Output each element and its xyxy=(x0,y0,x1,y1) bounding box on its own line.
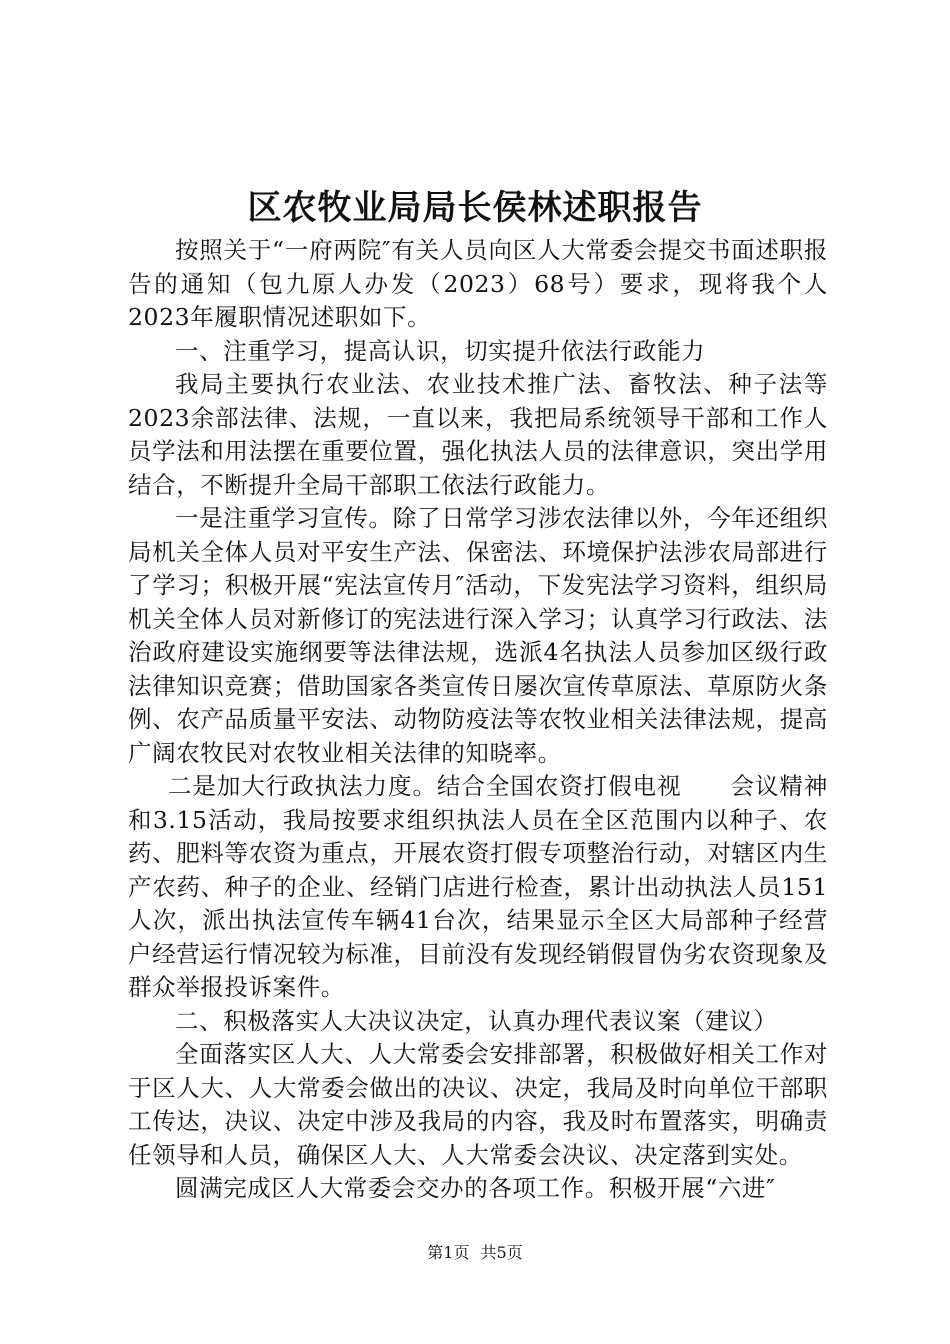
paragraph-implementation: 全面落实区人大、人大常委会安排部署，积极做好相关工作对于区人大、人大常委会做出的决议、决定，我局及时向单位干部职工传达，决议、决定中涉及我局的内容，我及时布置落实，明确责任领导和人员，确保区人大、人大常委会决议、决定落到实处。 xyxy=(128,1040,828,1169)
page-total: 共5页 xyxy=(480,1243,523,1262)
page-number: 第1页 xyxy=(427,1243,470,1262)
paragraph-enforcement: 二是加大行政执法力度。结合全国农资打假电视 会议精神和3.15活动，我局按要求组织执法人员在全区范围内以种子、农药、肥料等农资为重点，开展农资打假专项整治行动，对辖区内生产农药、种子的企业、经销门店进行检查，累计出动执法人员151人次，派出执法宣传车辆41台次，结果显示全区大局部种子经营户经营运行情况较为标准，目前没有发现经销假冒伪劣农资现象及群众举报投诉案件。 xyxy=(128,772,828,1001)
section-heading-2: 二、积极落实人大决议决定，认真办理代表议案（建议） xyxy=(175,1006,778,1035)
paragraph-intro: 按照关于“一府两院″有关人员向区人大常委会提交书面述职报告的通知（包九原人办发（2023）68号）要求，现将我个人2023年履职情况述职如下。 xyxy=(128,236,828,331)
paragraph-tasks: 圆满完成区人大常委会交办的各项工作。积极开展“六进″ xyxy=(175,1174,776,1202)
page-footer xyxy=(0,1243,950,1263)
paragraph-laws: 我局主要执行农业法、农业技术推广法、畜牧法、种子法等2023余部法律、法规，一直以来，我把局系统领导干部和工作人员学法和用法摆在重要位置，强化执法人员的法律意识，突出学用结合，不断提升全局干部职工依法行政能力。 xyxy=(128,370,828,499)
paragraph-study-publicity: 一是注重学习宣传。除了日常学习涉农法律以外，今年还组织局机关全体人员对平安生产法、保密法、环境保护法涉农局部进行了学习；积极开展“宪法宣传月″活动，下发宪法学习资料，组织局机关全体人员对新修订的宪法进行深入学习；认真学习行政法、法治政府建设实施纲要等法律法规，选派4名执法人员参加区级行政法律知识竞赛；借助国家各类宣传日屡次宣传草原法、草原防火条例、农产品质量平安法、动物防疫法等农牧业相关法律法规，提高广阔农牧民对农牧业相关法律的知晓率。 xyxy=(128,504,828,767)
document-title: 区农牧业局局长侯林述职报告 xyxy=(247,188,703,228)
document-body xyxy=(128,234,828,1206)
section-heading-1: 一、注重学习，提高认识，切实提升依法行政能力 xyxy=(175,336,706,365)
